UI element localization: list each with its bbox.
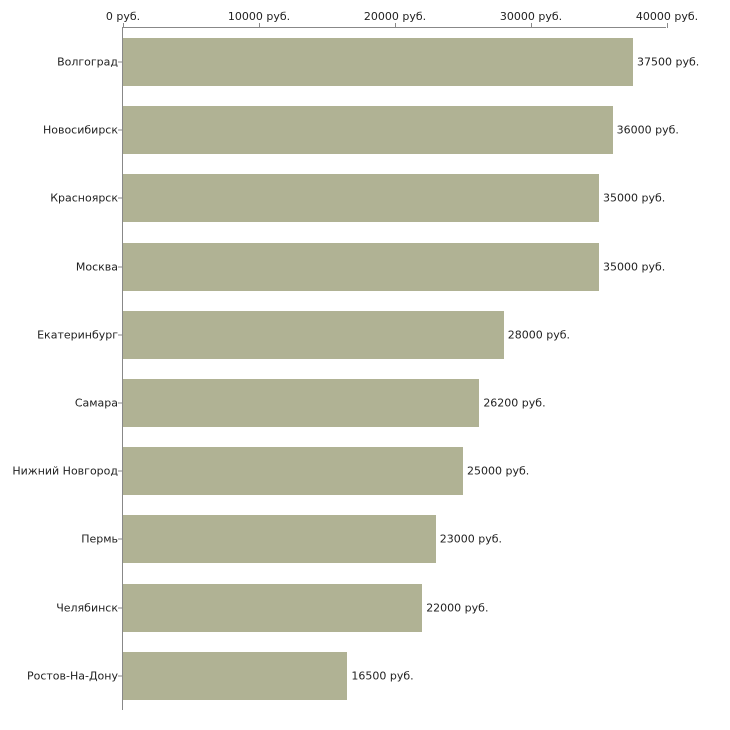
- bar-row: [0, 301, 730, 369]
- bar-row: [0, 505, 730, 573]
- bar-value-label: 26200 руб.: [483, 396, 546, 410]
- bar[interactable]: [123, 379, 479, 427]
- bar-value-label: 28000 руб.: [507, 328, 571, 342]
- bar-value-label: 35000 руб.: [603, 260, 666, 274]
- category-label: Самара: [74, 396, 118, 410]
- bar[interactable]: [123, 243, 599, 291]
- bar[interactable]: [123, 447, 463, 495]
- category-label: Челябинск: [56, 601, 118, 615]
- category-label: Волгоград: [57, 55, 118, 69]
- bar-value-label: 16500 руб.: [351, 669, 414, 683]
- bar-value-label: 37500 руб.: [637, 55, 700, 69]
- x-tick-label: 10000 руб.: [227, 10, 291, 23]
- bar-value-label: 36000 руб.: [616, 123, 679, 137]
- bar-value-label: 22000 руб.: [426, 601, 489, 615]
- bar[interactable]: [123, 38, 633, 86]
- category-label: Нижний Новгород: [12, 464, 118, 478]
- bar-row: [0, 96, 730, 164]
- bar-row: [0, 574, 730, 642]
- plot-area: [0, 28, 730, 710]
- bar-row: [0, 164, 730, 232]
- bar-row: [0, 369, 730, 437]
- bar[interactable]: [123, 311, 504, 359]
- bar[interactable]: [123, 174, 599, 222]
- x-tick-label: 0 руб.: [105, 10, 141, 23]
- bar-row: [0, 437, 730, 505]
- bar-row: [0, 642, 730, 710]
- category-label: Екатеринбург: [37, 328, 118, 342]
- bar[interactable]: [123, 652, 347, 700]
- bar[interactable]: [123, 106, 613, 154]
- category-label: Новосибирск: [42, 123, 118, 137]
- category-label: Красноярск: [50, 191, 118, 205]
- category-label: Пермь: [81, 532, 118, 546]
- category-label: Москва: [75, 260, 118, 274]
- x-tick-label: 20000 руб.: [363, 10, 427, 23]
- bar[interactable]: [123, 584, 422, 632]
- category-label: Ростов-На-Дону: [26, 669, 118, 683]
- bar-row: [0, 28, 730, 96]
- bar-value-label: 25000 руб.: [467, 464, 530, 478]
- x-tick-label: 30000 руб.: [499, 10, 563, 23]
- bar-value-label: 35000 руб.: [603, 191, 666, 205]
- bar[interactable]: [123, 515, 436, 563]
- x-tick-label: 40000 руб.: [635, 10, 699, 23]
- bar-row: [0, 233, 730, 301]
- bar-value-label: 23000 руб.: [439, 532, 503, 546]
